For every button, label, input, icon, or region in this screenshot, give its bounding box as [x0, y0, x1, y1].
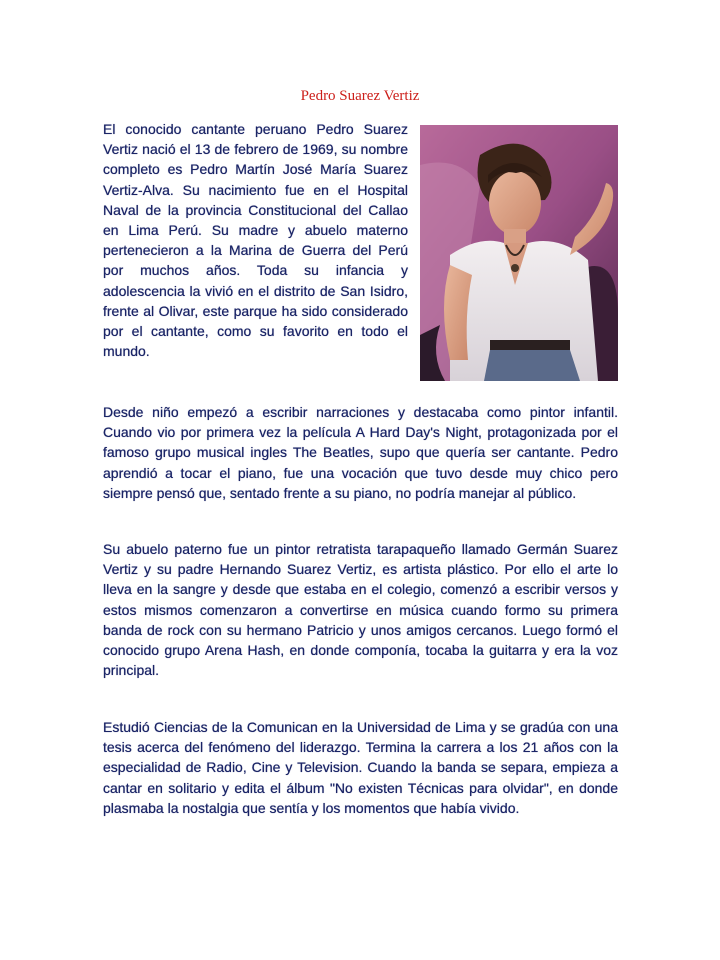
document-title: Pedro Suarez Vertiz: [300, 88, 420, 104]
paragraph-education: Estudió Ciencias de la Comunican en la Universidad de Lima y se gradúa con una tesis acerca del fenómeno del liderazgo. Termina la carrera a los 21 años con la especialidad de Radio, Cine y Television. Cuando la banda se separa, empieza a cantar en solitario y edita el álbum "No existen Técnicas para olvidar", en donde plasmaba la nostalgia que sentía y los momentos que había vivido.: [103, 719, 618, 816]
paragraph-childhood: Desde niño empezó a escribir narraciones y destacaba como pintor infantil. Cuando vio por primera vez la película A Hard Day's Night, protagonizada por el famoso grupo musical ingles The Beatles, supo que quería ser cantante. Pedro aprendió a tocar el piano, fue una vocación que tuvo desde muy chico pero siempre pensó que, sentado frente a su piano, no podría manejar al público.: [103, 404, 618, 501]
paragraph-family: Su abuelo paterno fue un pintor retratista tarapaqueño llamado Germán Suarez Vertiz y su padre Hernando Suarez Vertiz, es artista plástico. Por ello el arte lo lleva en la sangre y desde que estaba en el colegio, comenzó a escribir versos y estos mismos comenzaron a convertirse en música cuando formo su primera banda de rock con su hermano Patricio y unos amigos cercanos. Luego formó el conocido grupo Arena Hash, en donde componía, tocaba la guitarra y era la voz principal.: [103, 541, 618, 679]
portrait-photo: [420, 125, 618, 381]
paragraph-birth: El conocido cantante peruano Pedro Suarez Vertiz nació el 13 de febrero de 1969, su nombre completo es Pedro Martín José María Suarez Vertiz-Alva. Su nacimiento fue en el Hospital Naval de la provincia Constitucional del Callao en Lima Perú. Su madre y abuelo materno pertenecieron a la Marina de Guerra del Perú por muchos años. Toda su infancia y adolescencia la vivió en el distrito de San Isidro, frente al Olivar, este parque ha sido considerado por el cantante, como su favorito en todo el mundo.: [103, 121, 408, 360]
